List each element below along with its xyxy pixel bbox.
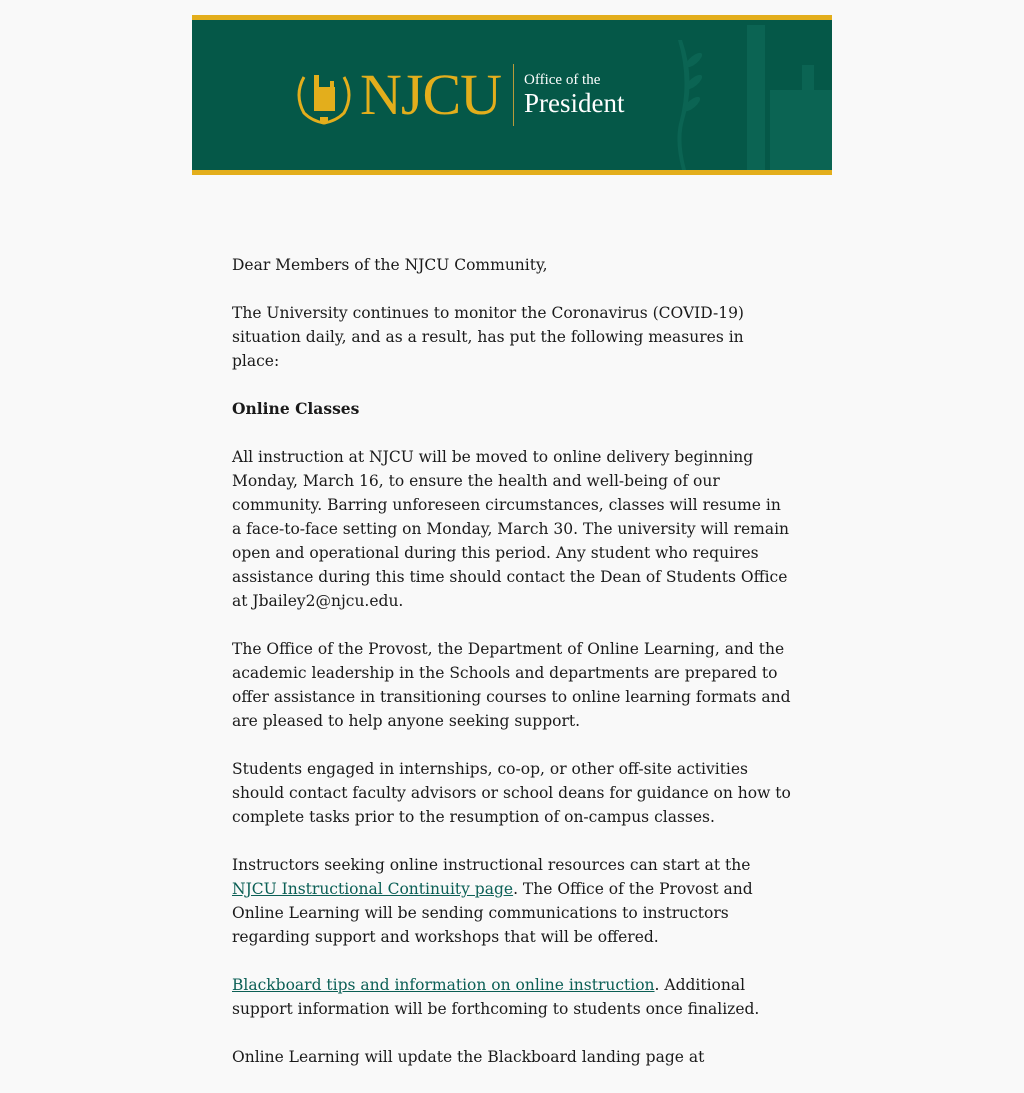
office-title bbox=[524, 72, 625, 118]
instructors-text-before: Instructors seeking online instructional resources can start at the bbox=[232, 856, 751, 874]
building-watermark-icon bbox=[672, 20, 832, 170]
paragraph-instructors bbox=[232, 853, 792, 949]
paragraph-online-learning-update: Online Learning will update the Blackboard landing page at bbox=[232, 1048, 705, 1066]
logo-divider bbox=[513, 64, 514, 126]
intro-paragraph: The University continues to monitor the Coronavirus (COVID-19) situation daily, and as a result, has put the following measures in place: bbox=[232, 304, 744, 370]
university-seal-icon bbox=[292, 63, 356, 127]
blackboard-tips-link[interactable]: Blackboard tips and information on online instruction bbox=[232, 976, 655, 994]
paragraph-blackboard bbox=[232, 973, 792, 1021]
paragraph-online-instruction: All instruction at NJCU will be moved to online delivery beginning Monday, March 16, to ensure the health and well-being of our community. Barring unforeseen circumstances, classes will resume in a face-to-face setting on Monday, March 30. The university will remain open and operational during this period. Any student who requires assistance during this time should contact the Dean of Students Office at Jbailey2@njcu.edu. bbox=[232, 448, 790, 610]
paragraph-internships: Students engaged in internships, co-op, or other off-site activities should contact faculty advisors or school deans for guidance on how to complete tasks prior to the resumption of on-campus classes. bbox=[232, 760, 791, 826]
greeting: Dear Members of the NJCU Community, bbox=[232, 256, 548, 274]
office-of-the-label: Office of the bbox=[524, 72, 601, 88]
instructors-text-after: . The Office of the Provost and Online Learning will be sending communications to instructors regarding support and workshops that will be offered. bbox=[232, 880, 753, 946]
njcu-logo bbox=[292, 60, 625, 130]
section-heading-online-classes: Online Classes bbox=[232, 399, 360, 418]
president-label: President bbox=[524, 88, 625, 118]
instructional-continuity-link[interactable]: NJCU Instructional Continuity page bbox=[232, 880, 514, 898]
blackboard-text-after: . Additional support information will be forthcoming to students once finalized. bbox=[232, 976, 760, 1018]
njcu-wordmark: NJCU bbox=[360, 62, 502, 127]
letter-body bbox=[232, 253, 792, 1093]
header-banner bbox=[192, 15, 832, 175]
paragraph-provost-support: The Office of the Provost, the Department of Online Learning, and the academic leadership in the Schools and departments are prepared to offer assistance in transitioning courses to online learning formats and are pleased to help anyone seeking support. bbox=[232, 640, 791, 730]
